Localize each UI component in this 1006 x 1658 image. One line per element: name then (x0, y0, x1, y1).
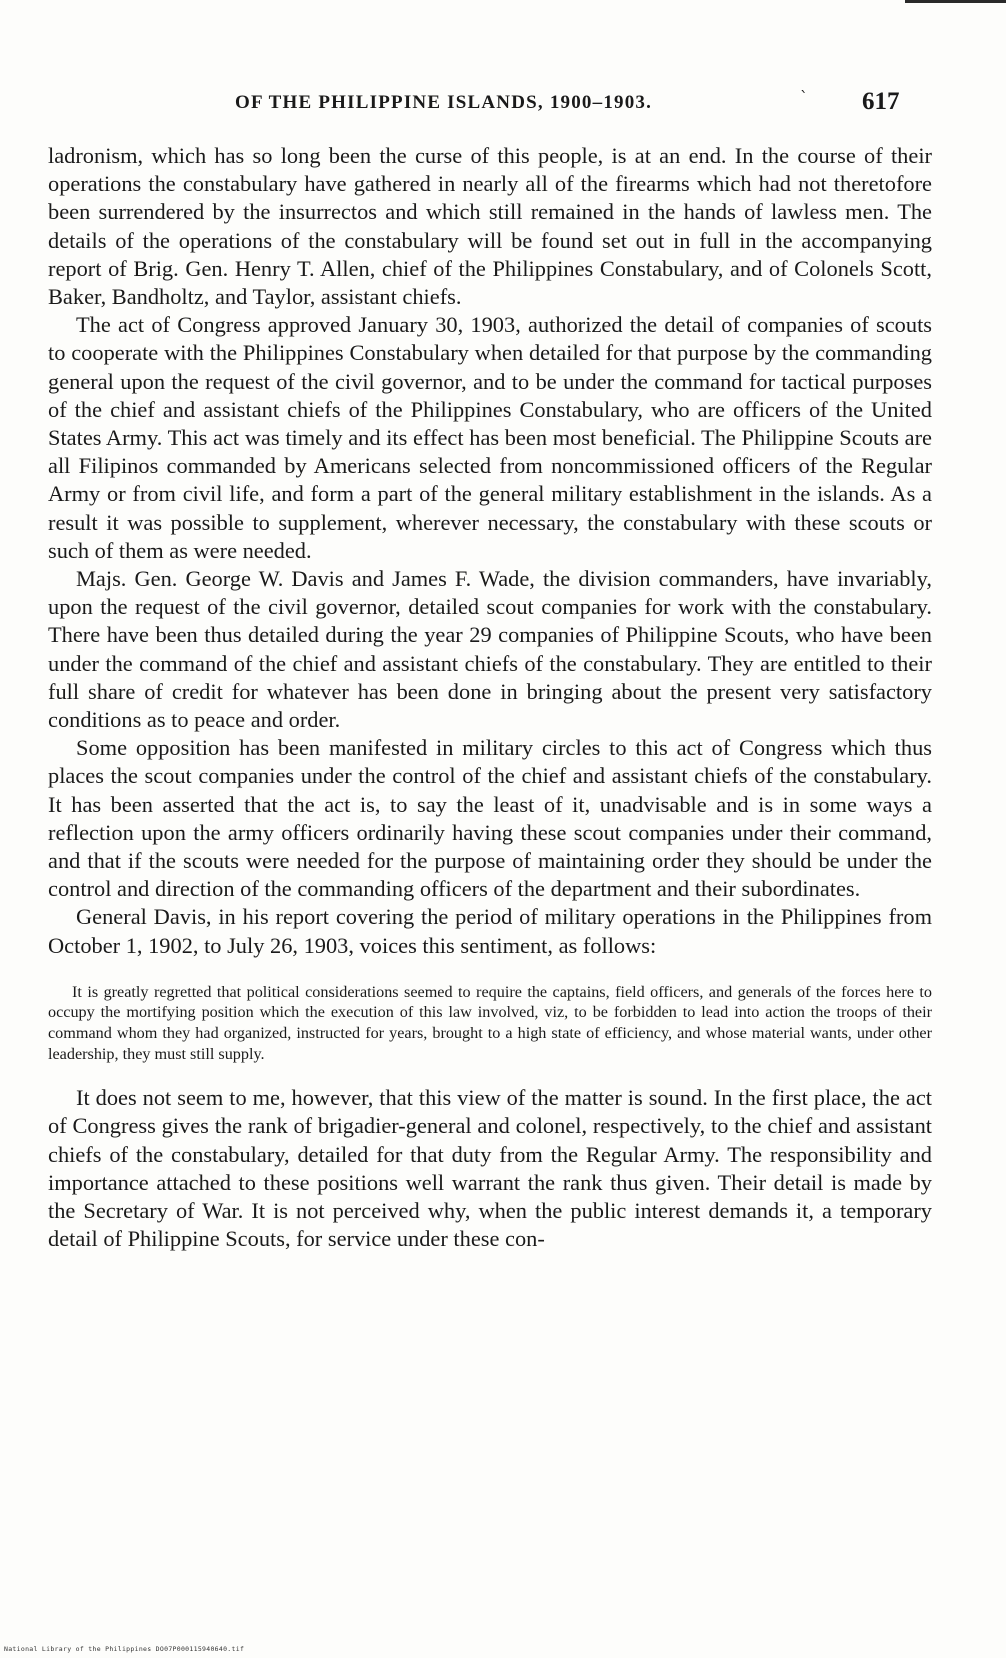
paragraph-act-of-congress: The act of Congress approved January 30, 1903, authorized the detail of companies of scouts to cooperate with the Philippines Constabulary when detailed for that purpose by the commanding general upon the request of the civil governor, and to be under the command for tactical purposes of the chief and assistant chiefs of the Philippines Constabulary, who are officers of the United States Army. This act was timely and its effect has been most beneficial. The Philippine Scouts are all Filipinos commanded by Americans selected from noncommissioned officers of the Regular Army or from civil life, and form a part of the general military establishment in the islands. As a result it was possible to supplement, wherever necessary, the constabulary with these scouts or such of them as were needed. (48, 312, 932, 563)
paragraph-opposition: Some opposition has been manifested in military circles to this act of Congress which thus places the scout companies under the control of the chief and assistant chiefs of the constabulary. It has been asserted that the act is, to say the least of it, unadvisable and is in some ways a reflection upon the army officers ordinarily having these scout companies under their command, and that if the scouts were needed for the purpose of maintaining order they should be under the control and direction of the commanding officers of the department and their subordinates. (48, 735, 932, 902)
paragraph-continued: ladronism, which has so long been the curse of this people, is at an end. In the course of their operations the constabulary have gathered in nearly all of the firearms which had not theretofore been surrendered by the insurrectos and which still remained in the hands of lawless men. The details of the operations of the constabulary will be found set out in full in the accompanying report of Brig. Gen. Henry T. Allen, chief of the Philippines Constabulary, and of Colonels Scott, Baker, Bandholtz, and Taylor, assistant chiefs. (48, 143, 932, 310)
running-title: OF THE PHILIPPINE ISLANDS, 1900–1903. (235, 92, 653, 113)
page-number: 617 (862, 88, 900, 115)
stray-mark: ` (800, 88, 808, 107)
paragraph-division-commanders: Majs. Gen. George W. Davis and James F. Wade, the division commanders, have invariably, upon the request of the civil governor, detailed scout companies for work with the constabulary. There have been thus detailed during the year 29 companies of Philippine Scouts, who have been under the command of the chief and assistant chiefs of the constabulary. They are entitled to their full share of credit for whatever has been done in bringing about the present very satisfactory conditions as to peace and order. (48, 566, 932, 733)
paragraph-general-davis: General Davis, in his report covering the period of military operations in the Philippines from October 1, 1902, to July 26, 1903, voices this sentiment, as follows: (48, 904, 932, 958)
page-body (48, 142, 932, 1253)
block-quote: It is greatly regretted that political considerations seemed to require the captains, field officers, and generals of the forces here to occupy the mortifying position which the execution of this law involved, viz, to be forbidden to lead into action the troops of their command whom they had organized, instructed for years, brought to a high state of efficiency, and whose material wants, under other leadership, they must still supply. (48, 982, 932, 1063)
top-edge-rule (905, 0, 1006, 3)
scan-footer: National Library of the Philippines DO07P000115940640.tif (4, 1645, 245, 1653)
page-header (0, 88, 1006, 122)
paragraph-response: It does not seem to me, however, that this view of the matter is sound. In the first place, the act of Congress gives the rank of brigadier-general and colonel, respectively, to the chief and assistant chiefs of the constabulary, detailed for that duty from the Regular Army. The responsibility and importance attached to these positions well warrant the rank thus given. Their detail is made by the Secretary of War. It is not perceived why, when the public interest demands it, a temporary detail of Philippine Scouts, for service under these con- (48, 1085, 932, 1252)
